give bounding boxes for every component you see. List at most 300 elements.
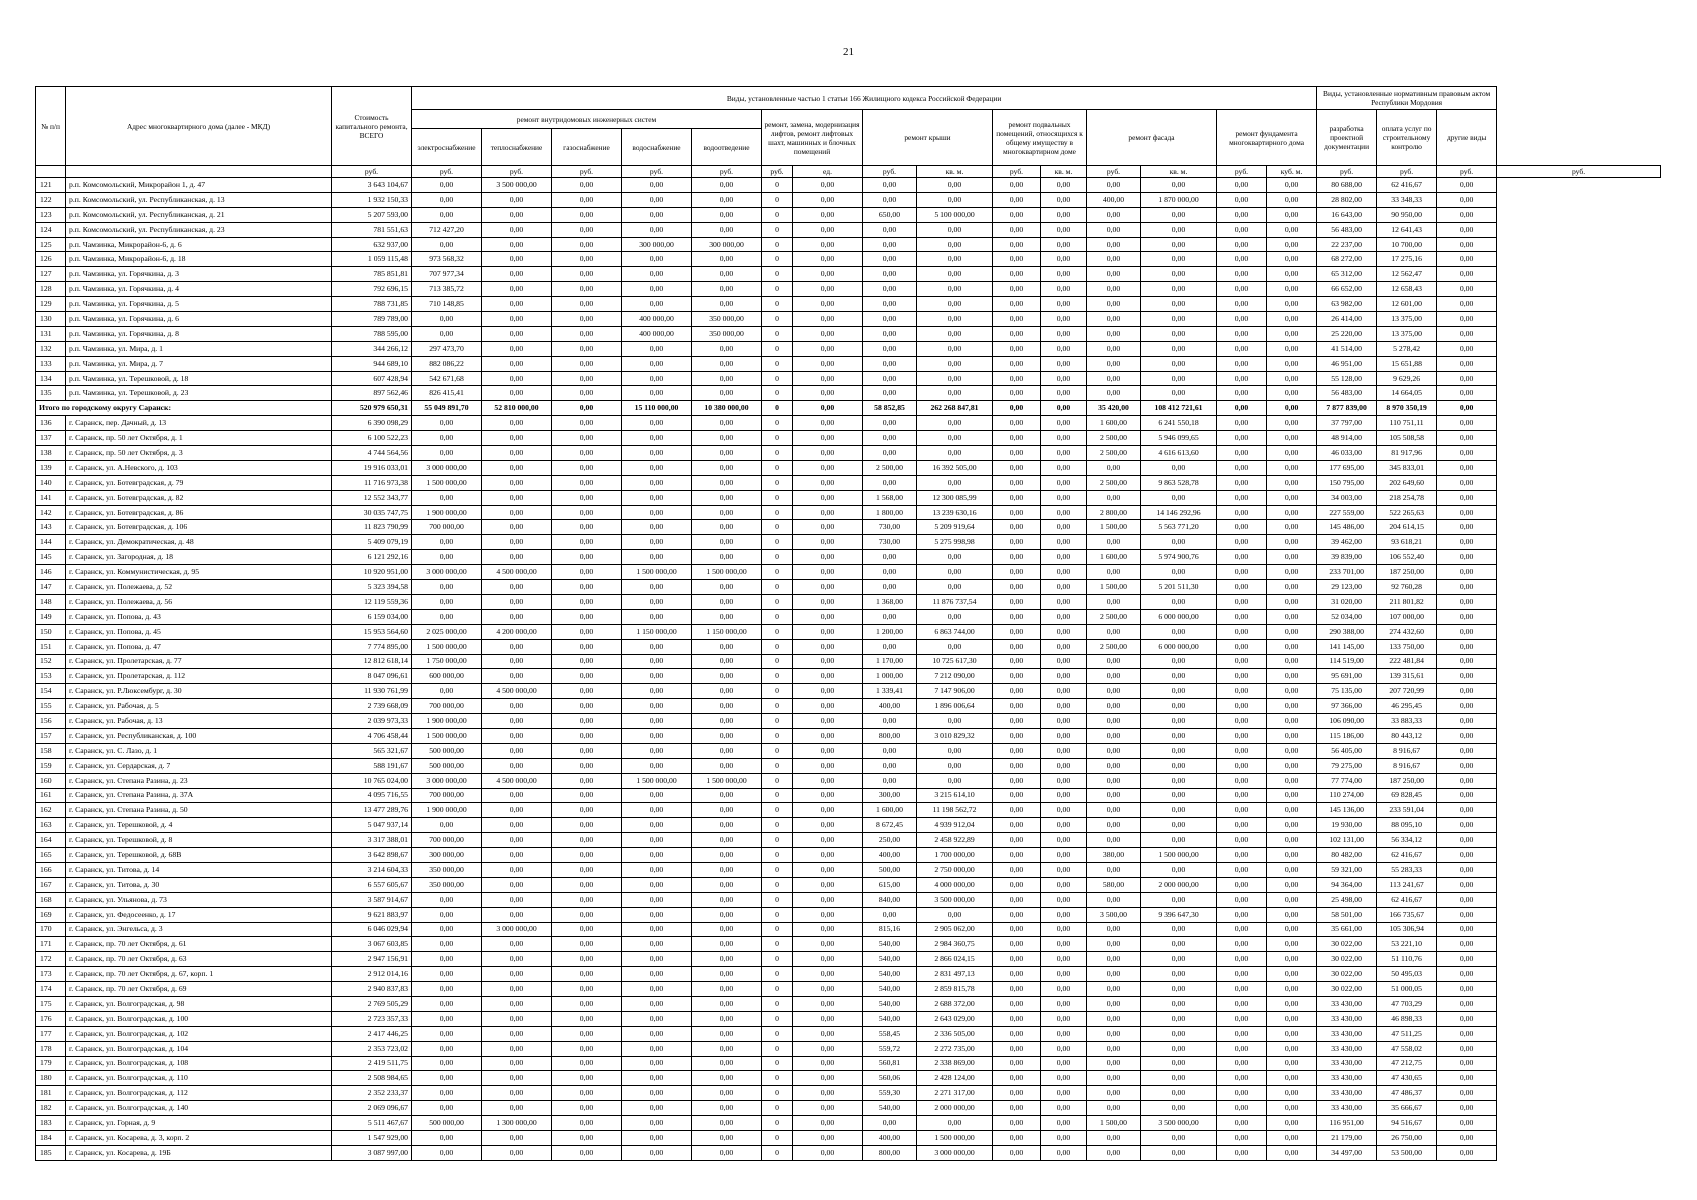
row-value: 0,00 <box>793 460 863 475</box>
header-drain: водоотведение <box>692 129 762 166</box>
row-value: 0,00 <box>1217 446 1267 461</box>
row-value: 0 <box>762 833 793 848</box>
row-value: 0,00 <box>482 505 552 520</box>
row-value: 166 735,67 <box>1377 907 1437 922</box>
row-value: 0,00 <box>1217 550 1267 565</box>
row-value: 1 059 115,48 <box>332 252 412 267</box>
row-value: 0,00 <box>1087 282 1141 297</box>
row-value: 0,00 <box>793 937 863 952</box>
row-value: 0,00 <box>412 192 482 207</box>
row-value: 5 207 593,00 <box>332 207 412 222</box>
row-value: 785 851,81 <box>332 267 412 282</box>
row-value: 30 022,00 <box>1317 967 1377 982</box>
row-value: 0,00 <box>1041 178 1087 193</box>
row-value: 0,00 <box>622 1056 692 1071</box>
row-value: 93 618,21 <box>1377 535 1437 550</box>
row-value: 0,00 <box>552 341 622 356</box>
row-value: 2 419 511,75 <box>332 1056 412 1071</box>
row-address: г. Саранск, ул. Волгоградская, д. 100 <box>66 1011 332 1026</box>
row-value: 0,00 <box>552 222 622 237</box>
row-value: 207 720,99 <box>1377 684 1437 699</box>
row-value: 114 519,00 <box>1317 654 1377 669</box>
row-value: 0,00 <box>692 937 762 952</box>
row-value: 0,00 <box>917 252 993 267</box>
row-value: 0,00 <box>482 1056 552 1071</box>
row-value: 0,00 <box>482 833 552 848</box>
row-value: 62 416,67 <box>1377 848 1437 863</box>
row-value: 0,00 <box>1437 520 1497 535</box>
row-value: 77 774,00 <box>1317 773 1377 788</box>
row-value: 0,00 <box>793 490 863 505</box>
row-value: 0,00 <box>1217 594 1267 609</box>
row-value: 0,00 <box>793 475 863 490</box>
row-value: 0,00 <box>1141 1041 1217 1056</box>
row-value: 35 661,00 <box>1317 922 1377 937</box>
row-value: 0,00 <box>993 743 1041 758</box>
row-value: 0,00 <box>993 252 1041 267</box>
row-value: 0 <box>762 431 793 446</box>
row-value: 0,00 <box>1041 207 1087 222</box>
row-value: 6 000 000,00 <box>1141 639 1217 654</box>
unit-cell: руб. <box>1087 166 1141 178</box>
row-address: г. Саранск, ул. Титова, д. 30 <box>66 877 332 892</box>
row-value: 0,00 <box>1087 341 1141 356</box>
row-value: 0,00 <box>1041 520 1087 535</box>
row-value: 0,00 <box>1217 267 1267 282</box>
row-value: 0,00 <box>1217 297 1267 312</box>
row-value: 0 <box>762 475 793 490</box>
unit-cell: руб. <box>482 166 552 178</box>
row-value: 0,00 <box>1267 550 1317 565</box>
row-address: г. Саранск, ул. Энгельса, д. 3 <box>66 922 332 937</box>
row-number: 148 <box>36 594 66 609</box>
row-value: 37 797,00 <box>1317 416 1377 431</box>
row-number: 171 <box>36 937 66 952</box>
row-value: 0,00 <box>692 803 762 818</box>
row-value: 0,00 <box>1437 222 1497 237</box>
row-number: 146 <box>36 565 66 580</box>
row-value: 0,00 <box>692 252 762 267</box>
row-value: 0,00 <box>1437 267 1497 282</box>
total-value: 0,00 <box>993 401 1041 416</box>
row-value: 0 <box>762 1145 793 1160</box>
row-value: 0,00 <box>993 431 1041 446</box>
row-value: 4 500 000,00 <box>482 565 552 580</box>
row-number: 137 <box>36 431 66 446</box>
table-row <box>36 207 1661 222</box>
row-value: 0,00 <box>692 371 762 386</box>
row-value: 11 823 790,99 <box>332 520 412 535</box>
row-value: 0,00 <box>993 475 1041 490</box>
row-number: 142 <box>36 505 66 520</box>
table-row <box>36 594 1661 609</box>
row-value: 0,00 <box>1217 922 1267 937</box>
row-value: 0,00 <box>993 877 1041 892</box>
row-value: 0,00 <box>1087 654 1141 669</box>
row-value: 540,00 <box>863 952 917 967</box>
row-value: 0,00 <box>993 639 1041 654</box>
row-number: 122 <box>36 192 66 207</box>
row-value: 113 241,67 <box>1377 877 1437 892</box>
row-value: 0,00 <box>793 326 863 341</box>
total-value: 52 810 000,00 <box>482 401 552 416</box>
row-value: 0,00 <box>552 1101 622 1116</box>
row-value: 17 275,16 <box>1377 252 1437 267</box>
row-value: 0,00 <box>1267 237 1317 252</box>
row-value: 0,00 <box>1217 803 1267 818</box>
row-value: 0,00 <box>412 892 482 907</box>
header-group-roof: ремонт крыши <box>863 110 993 166</box>
row-value: 0,00 <box>993 1011 1041 1026</box>
row-value: 0,00 <box>482 877 552 892</box>
row-value: 187 250,00 <box>1377 565 1437 580</box>
row-value: 0,00 <box>793 714 863 729</box>
row-value: 0,00 <box>692 1101 762 1116</box>
row-value: 0 <box>762 594 793 609</box>
row-value: 0,00 <box>622 297 692 312</box>
row-value: 400,00 <box>863 1131 917 1146</box>
row-address: г. Саранск, ул. Пролетарская, д. 77 <box>66 654 332 669</box>
total-value: 55 049 891,70 <box>412 401 482 416</box>
row-address: р.п. Чамзинка, ул. Терешковой, д. 23 <box>66 386 332 401</box>
row-value: 0,00 <box>1217 609 1267 624</box>
row-value: 0,00 <box>1437 282 1497 297</box>
row-address: г. Саранск, ул. Волгоградская, д. 108 <box>66 1056 332 1071</box>
row-address: г. Саранск, ул. Полежаева, д. 52 <box>66 580 332 595</box>
row-number: 178 <box>36 1041 66 1056</box>
row-value: 33 430,00 <box>1317 1086 1377 1101</box>
row-value: 788 731,85 <box>332 297 412 312</box>
row-value: 0,00 <box>482 594 552 609</box>
row-number: 125 <box>36 237 66 252</box>
row-value: 0,00 <box>622 1071 692 1086</box>
row-value: 0,00 <box>552 580 622 595</box>
row-value: 0,00 <box>1087 967 1141 982</box>
row-value: 0,00 <box>1041 535 1087 550</box>
row-value: 0,00 <box>1041 505 1087 520</box>
row-value: 0,00 <box>1087 996 1141 1011</box>
row-value: 0,00 <box>1437 1041 1497 1056</box>
row-value: 0,00 <box>1267 788 1317 803</box>
row-value: 0,00 <box>622 609 692 624</box>
row-value: 0,00 <box>1437 624 1497 639</box>
row-value: 0,00 <box>1087 803 1141 818</box>
table-row <box>36 1041 1661 1056</box>
row-value: 0,00 <box>1041 699 1087 714</box>
row-value: 227 559,00 <box>1317 505 1377 520</box>
row-value: 1 932 150,33 <box>332 192 412 207</box>
row-address: р.п. Чамзинка, Микрорайон-6, д. 18 <box>66 252 332 267</box>
row-value: 9 621 883,97 <box>332 907 412 922</box>
row-value: 0,00 <box>692 1131 762 1146</box>
row-value: 0,00 <box>1087 565 1141 580</box>
row-value: 0,00 <box>412 952 482 967</box>
row-value: 116 951,00 <box>1317 1116 1377 1131</box>
row-value: 0,00 <box>482 1131 552 1146</box>
row-value: 0,00 <box>1267 1041 1317 1056</box>
row-value: 46 951,00 <box>1317 356 1377 371</box>
row-number: 156 <box>36 714 66 729</box>
row-value: 6 000 000,00 <box>1141 609 1217 624</box>
row-value: 0,00 <box>552 416 622 431</box>
row-value: 0 <box>762 952 793 967</box>
units-spacer <box>36 166 66 178</box>
row-value: 0,00 <box>1141 1145 1217 1160</box>
row-value: 6 100 522,23 <box>332 431 412 446</box>
row-value: 0,00 <box>1437 773 1497 788</box>
row-value: 1 200,00 <box>863 624 917 639</box>
row-value: 0,00 <box>993 416 1041 431</box>
row-value: 0,00 <box>1437 565 1497 580</box>
row-value: 0,00 <box>863 714 917 729</box>
row-value: 0,00 <box>1437 356 1497 371</box>
row-value: 16 643,00 <box>1317 207 1377 222</box>
row-value: 0,00 <box>412 922 482 937</box>
row-value: 0,00 <box>793 1026 863 1041</box>
row-value: 0,00 <box>1141 818 1217 833</box>
row-value: 47 430,65 <box>1377 1071 1437 1086</box>
row-value: 1 750 000,00 <box>412 654 482 669</box>
row-value: 607 428,94 <box>332 371 412 386</box>
row-value: 0,00 <box>552 446 622 461</box>
row-value: 0,00 <box>1267 490 1317 505</box>
row-address: г. Саранск, ул. Федосеенко, д. 17 <box>66 907 332 922</box>
row-value: 0,00 <box>482 1086 552 1101</box>
row-value: 11 930 761,99 <box>332 684 412 699</box>
row-value: 0,00 <box>622 892 692 907</box>
row-value: 0,00 <box>993 1101 1041 1116</box>
row-number: 168 <box>36 892 66 907</box>
row-value: 345 833,01 <box>1377 460 1437 475</box>
unit-cell: кв. м. <box>917 166 993 178</box>
table-row <box>36 982 1661 997</box>
row-value: 0,00 <box>1141 803 1217 818</box>
row-value: 145 136,00 <box>1317 803 1377 818</box>
row-value: 0 <box>762 460 793 475</box>
row-value: 0,00 <box>1041 252 1087 267</box>
row-value: 2 458 922,89 <box>917 833 993 848</box>
row-value: 0,00 <box>1267 416 1317 431</box>
row-value: 0,00 <box>552 758 622 773</box>
row-value: 0,00 <box>552 714 622 729</box>
row-address: г. Саранск, ул. Демократическая, д. 48 <box>66 535 332 550</box>
row-value: 0,00 <box>863 252 917 267</box>
row-value: 35 666,67 <box>1377 1101 1437 1116</box>
row-value: 0,00 <box>692 907 762 922</box>
row-value: 800,00 <box>863 728 917 743</box>
row-value: 0,00 <box>552 892 622 907</box>
row-value: 0 <box>762 282 793 297</box>
row-value: 8 916,67 <box>1377 743 1437 758</box>
row-value: 0,00 <box>552 565 622 580</box>
row-number: 166 <box>36 862 66 877</box>
table-row <box>36 326 1661 341</box>
row-value: 0,00 <box>993 1041 1041 1056</box>
row-value: 2 859 815,78 <box>917 982 993 997</box>
row-value: 0,00 <box>793 848 863 863</box>
row-value: 540,00 <box>863 967 917 982</box>
row-value: 0,00 <box>622 1011 692 1026</box>
row-value: 540,00 <box>863 1011 917 1026</box>
row-value: 0,00 <box>1267 535 1317 550</box>
row-value: 0,00 <box>917 416 993 431</box>
row-value: 0,00 <box>1217 699 1267 714</box>
row-value: 0,00 <box>1087 728 1141 743</box>
row-value: 0 <box>762 520 793 535</box>
row-value: 0,00 <box>917 446 993 461</box>
row-value: 55 283,33 <box>1377 862 1437 877</box>
row-value: 0,00 <box>412 312 482 327</box>
table-row <box>36 609 1661 624</box>
row-value: 53 221,10 <box>1377 937 1437 952</box>
row-value: 0,00 <box>1087 818 1141 833</box>
row-value: 0 <box>762 297 793 312</box>
row-value: 233 701,00 <box>1317 565 1377 580</box>
row-value: 0,00 <box>622 922 692 937</box>
row-value: 0,00 <box>1267 505 1317 520</box>
row-value: 0,00 <box>1267 967 1317 982</box>
row-value: 0,00 <box>482 297 552 312</box>
row-value: 218 254,78 <box>1377 490 1437 505</box>
row-value: 0,00 <box>1217 773 1267 788</box>
row-value: 53 500,00 <box>1377 1145 1437 1160</box>
total-value: 0,00 <box>1437 401 1497 416</box>
row-value: 0,00 <box>1267 267 1317 282</box>
row-value: 0,00 <box>863 416 917 431</box>
row-value: 0,00 <box>1267 446 1317 461</box>
row-value: 9 629,26 <box>1377 371 1437 386</box>
total-value: 58 852,85 <box>863 401 917 416</box>
row-number: 155 <box>36 699 66 714</box>
row-value: 0,00 <box>692 505 762 520</box>
row-value: 1 500 000,00 <box>622 565 692 580</box>
row-value: 0,00 <box>1141 178 1217 193</box>
row-value: 0,00 <box>692 267 762 282</box>
unit-cell: руб. <box>412 166 482 178</box>
row-value: 0,00 <box>622 862 692 877</box>
row-value: 0,00 <box>622 848 692 863</box>
row-value: 0,00 <box>1437 788 1497 803</box>
unit-cell: руб. <box>692 166 762 178</box>
row-number: 153 <box>36 669 66 684</box>
row-value: 0,00 <box>863 192 917 207</box>
row-value: 1 547 929,00 <box>332 1131 412 1146</box>
row-value: 0,00 <box>552 922 622 937</box>
row-number: 141 <box>36 490 66 505</box>
row-value: 3 000 000,00 <box>412 460 482 475</box>
total-value: 0,00 <box>793 401 863 416</box>
row-value: 0,00 <box>1087 892 1141 907</box>
row-value: 0,00 <box>1267 520 1317 535</box>
row-value: 0,00 <box>1437 1116 1497 1131</box>
row-value: 0,00 <box>993 1116 1041 1131</box>
row-value: 0 <box>762 803 793 818</box>
table-row <box>36 222 1661 237</box>
row-value: 0,00 <box>863 356 917 371</box>
row-number: 183 <box>36 1116 66 1131</box>
row-value: 0,00 <box>622 192 692 207</box>
row-value: 8 047 096,61 <box>332 669 412 684</box>
row-value: 0,00 <box>993 937 1041 952</box>
row-value: 0,00 <box>1217 1145 1267 1160</box>
row-value: 0,00 <box>482 996 552 1011</box>
row-value: 5 100 000,00 <box>917 207 993 222</box>
row-value: 0,00 <box>1041 1011 1087 1026</box>
row-value: 0,00 <box>1087 252 1141 267</box>
row-value: 0,00 <box>412 594 482 609</box>
row-value: 0,00 <box>1267 192 1317 207</box>
row-value: 0,00 <box>993 297 1041 312</box>
row-value: 0,00 <box>1267 982 1317 997</box>
units-row <box>36 166 1661 178</box>
row-value: 0,00 <box>482 431 552 446</box>
table-row <box>36 639 1661 654</box>
row-value: 0,00 <box>1141 460 1217 475</box>
row-number: 123 <box>36 207 66 222</box>
row-value: 0,00 <box>1437 877 1497 892</box>
row-value: 3 643 104,67 <box>332 178 412 193</box>
table-row <box>36 758 1661 773</box>
row-value: 0,00 <box>993 520 1041 535</box>
row-value: 0,00 <box>793 431 863 446</box>
total-row <box>36 401 1661 416</box>
row-value: 0,00 <box>1141 728 1217 743</box>
row-value: 2 353 723,02 <box>332 1041 412 1056</box>
row-value: 0,00 <box>1041 326 1087 341</box>
row-value: 15 651,88 <box>1377 356 1437 371</box>
row-value: 0,00 <box>993 222 1041 237</box>
row-number: 167 <box>36 877 66 892</box>
table-row <box>36 416 1661 431</box>
row-number: 127 <box>36 267 66 282</box>
header-group-engineering: ремонт внутридомовых инженерных систем <box>412 110 762 129</box>
row-value: 0,00 <box>692 952 762 967</box>
row-value: 0,00 <box>552 773 622 788</box>
row-address: р.п. Комсомольский, ул. Республиканская, д. 23 <box>66 222 332 237</box>
row-value: 0,00 <box>993 996 1041 1011</box>
row-value: 0,00 <box>1141 699 1217 714</box>
row-value: 0,00 <box>1217 490 1267 505</box>
row-value: 0,00 <box>1267 892 1317 907</box>
row-value: 0,00 <box>863 773 917 788</box>
row-value: 2 500,00 <box>863 460 917 475</box>
row-value: 0,00 <box>482 237 552 252</box>
row-value: 33 430,00 <box>1317 1041 1377 1056</box>
row-value: 0,00 <box>1041 1145 1087 1160</box>
row-value: 0,00 <box>863 237 917 252</box>
row-value: 0,00 <box>552 684 622 699</box>
row-value: 0,00 <box>1267 833 1317 848</box>
row-value: 0,00 <box>1141 684 1217 699</box>
total-value: 520 979 650,31 <box>332 401 412 416</box>
row-value: 0 <box>762 654 793 669</box>
row-value: 1 600,00 <box>1087 416 1141 431</box>
row-value: 700 000,00 <box>412 788 482 803</box>
row-value: 33 430,00 <box>1317 1056 1377 1071</box>
row-value: 0,00 <box>917 312 993 327</box>
row-number: 172 <box>36 952 66 967</box>
row-value: 0 <box>762 699 793 714</box>
row-value: 0,00 <box>482 460 552 475</box>
row-value: 559,30 <box>863 1086 917 1101</box>
row-value: 2 739 668,09 <box>332 699 412 714</box>
row-value: 2 500,00 <box>1087 639 1141 654</box>
row-value: 0,00 <box>863 297 917 312</box>
row-value: 56 483,00 <box>1317 386 1377 401</box>
row-value: 0,00 <box>917 431 993 446</box>
row-value: 46 033,00 <box>1317 446 1377 461</box>
row-value: 204 614,15 <box>1377 520 1437 535</box>
